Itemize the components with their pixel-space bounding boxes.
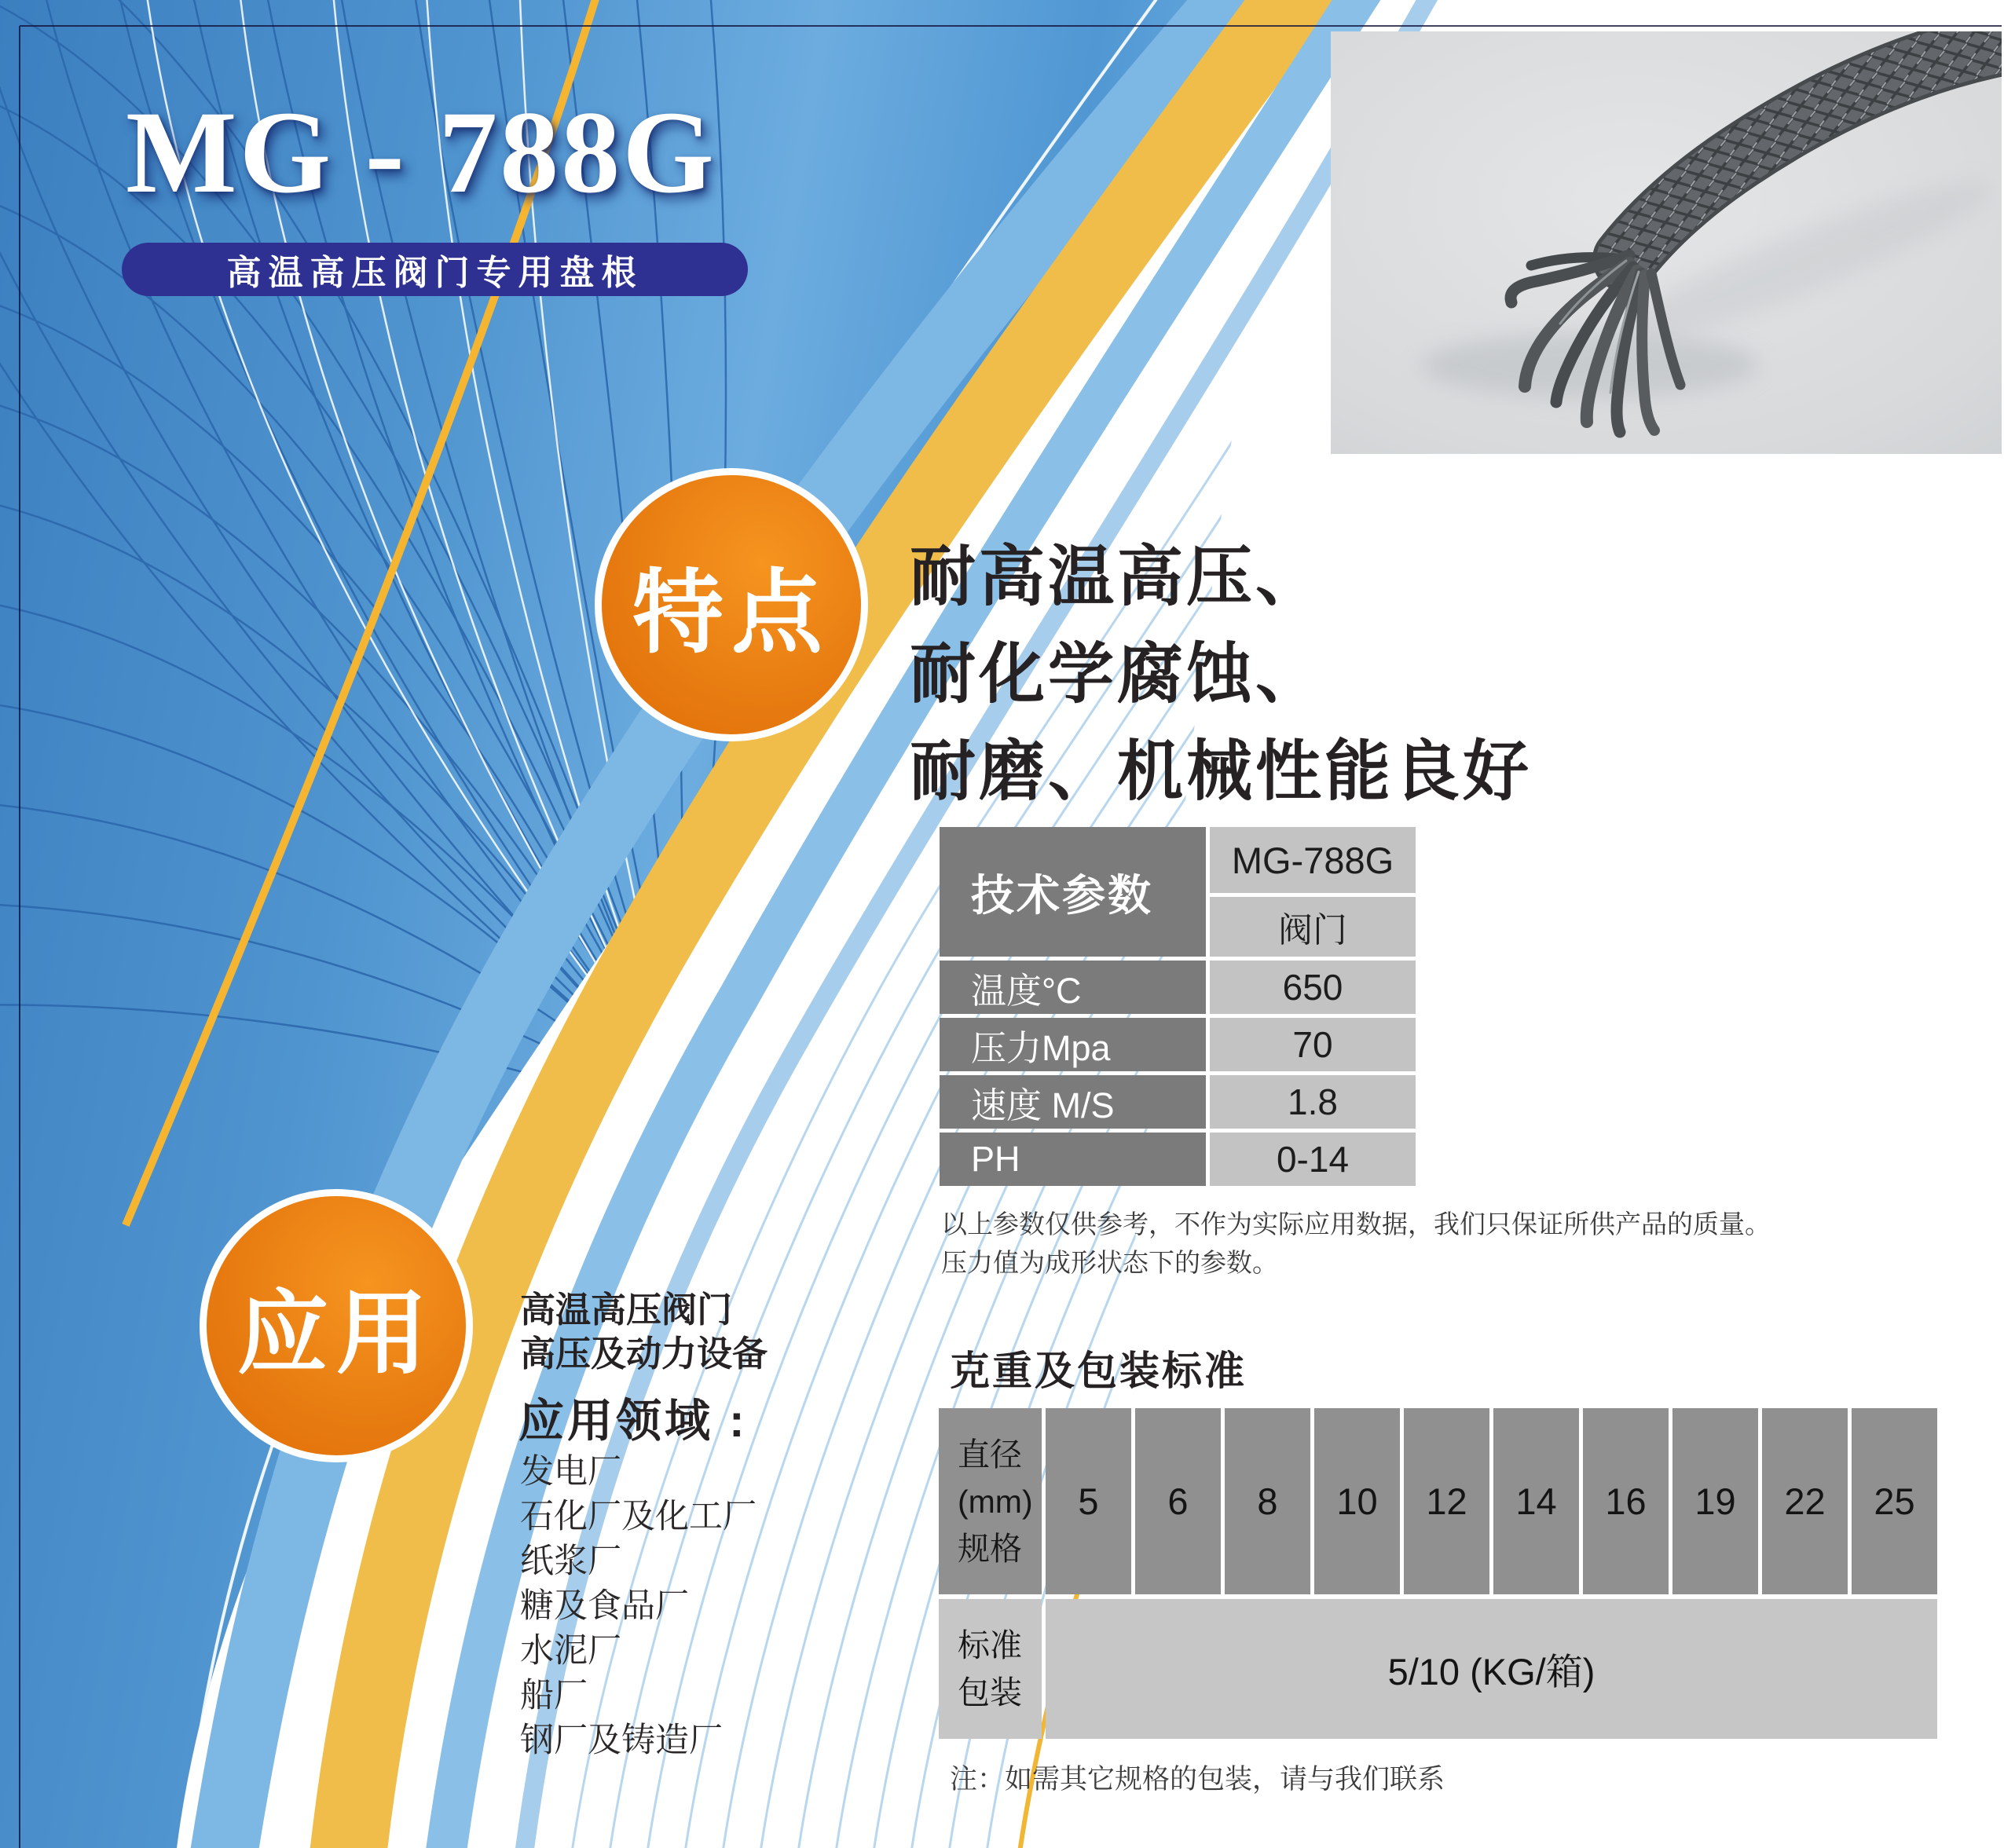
- applications-list: [520, 1450, 757, 1763]
- product-subtitle-badge: [122, 243, 748, 296]
- disclaimer-line: 压力值为成形状态下的参数。: [941, 1248, 1278, 1277]
- diameter-cell: 10: [1314, 1408, 1400, 1594]
- diameter-cell: 22: [1762, 1408, 1848, 1594]
- diameter-cell: 16: [1583, 1408, 1669, 1594]
- tech-row-value: 650: [1210, 961, 1416, 1014]
- disclaimer-line: 以上参数仅供参考，不作为实际应用数据，我们只保证所供产品的质量。: [941, 1209, 1771, 1239]
- features-circle: [595, 468, 868, 741]
- tech-row-label: PH: [940, 1133, 1206, 1186]
- tech-row-value: 70: [1210, 1018, 1416, 1071]
- product-photo: [1331, 31, 2002, 454]
- application-item: 钢厂及铸造厂: [520, 1722, 723, 1759]
- tech-row-value: 0-14: [1210, 1133, 1416, 1186]
- application-bold-line: 高压及动力设备: [520, 1334, 768, 1374]
- packaging-title: 克重及包装标准: [950, 1348, 1247, 1393]
- application-item: 石化厂及化工厂: [520, 1498, 757, 1535]
- packaging-note: 注：如需其它规格的包装，请与我们联系: [950, 1764, 1445, 1795]
- applications-circle-label: 应用: [237, 1282, 435, 1385]
- packaging-spec-header: 直径 (mm) 规格: [939, 1408, 1042, 1594]
- application-item: 水泥厂: [520, 1632, 621, 1670]
- applications-heading: 应用领域 :: [518, 1396, 748, 1447]
- product-subtitle-text: 高温高压阀门专用盘根: [226, 254, 643, 292]
- diameter-cell: 25: [1852, 1408, 1937, 1594]
- tech-row-label: 温度°C: [940, 961, 1206, 1014]
- diameter-cell: 14: [1493, 1408, 1579, 1594]
- tech-table-corner-header: 技术参数: [940, 827, 1206, 957]
- diameter-cell: 6: [1135, 1408, 1221, 1594]
- packing-rope-art: [1331, 31, 2002, 454]
- application-bold-line: 高温高压阀门: [520, 1290, 733, 1330]
- application-item: 船厂: [520, 1677, 588, 1714]
- application-item: 发电厂: [520, 1453, 621, 1491]
- packaging-standard-header: 标准 包装: [939, 1599, 1042, 1739]
- tech-parameters-table: [940, 827, 1416, 1186]
- tech-row-label: 速度 M/S: [940, 1075, 1206, 1129]
- packaging-standard-value: 5/10 (KG/箱): [1046, 1599, 1937, 1739]
- application-item: 纸浆厂: [520, 1542, 621, 1580]
- applications-circle: [200, 1189, 473, 1462]
- diameter-cell: 8: [1225, 1408, 1310, 1594]
- feature-line: 耐磨、机械性能良好: [910, 734, 1533, 808]
- product-title: MG - 788G: [126, 87, 716, 218]
- feature-line: 耐高温高压、: [910, 540, 1325, 613]
- application-item: 糖及食品厂: [520, 1587, 689, 1625]
- features-text: [910, 528, 1532, 820]
- features-circle-label: 特点: [632, 561, 830, 664]
- tech-table-application-cell: 阀门: [1210, 897, 1416, 957]
- tech-table-disclaimer: [941, 1205, 1771, 1282]
- diameter-cell: 19: [1672, 1408, 1758, 1594]
- applications-bold-lines: [520, 1288, 768, 1376]
- tech-table-model-cell: MG-788G: [1210, 827, 1416, 893]
- packaging-table: [939, 1408, 1937, 1739]
- feature-line: 耐化学腐蚀、: [910, 637, 1325, 711]
- tech-row-label: 压力Mpa: [940, 1018, 1206, 1071]
- tech-row-value: 1.8: [1210, 1075, 1416, 1129]
- diameter-cell: 12: [1404, 1408, 1489, 1594]
- diameter-cell: 5: [1046, 1408, 1131, 1594]
